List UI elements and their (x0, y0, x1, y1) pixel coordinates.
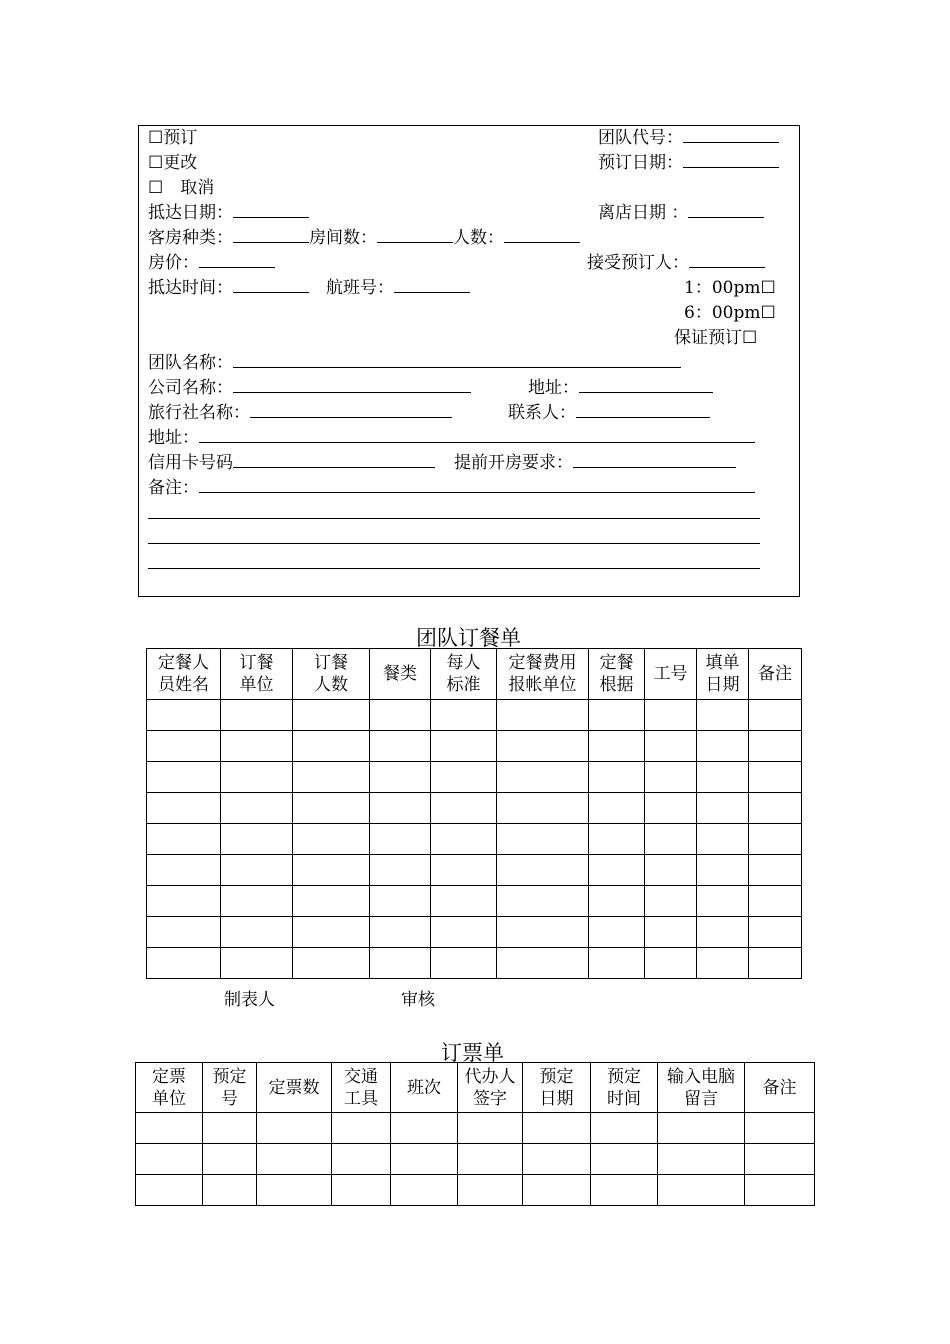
remarks-line[interactable] (148, 543, 760, 544)
group-code-label: 团队代号： (598, 128, 683, 148)
table-cell[interactable] (697, 793, 749, 824)
table-cell[interactable] (370, 731, 431, 762)
table-cell[interactable] (697, 762, 749, 793)
table-row (136, 1175, 815, 1206)
column-header: 预定 号 (203, 1063, 257, 1113)
table-cell[interactable] (497, 886, 589, 917)
table-cell[interactable] (749, 700, 802, 731)
table-cell[interactable] (136, 1175, 203, 1206)
meal-order-title: 团队订餐单 (416, 626, 521, 650)
table-cell[interactable] (370, 886, 431, 917)
group-name-label: 团队名称： (148, 353, 233, 373)
table-cell[interactable] (293, 948, 370, 979)
table-cell[interactable] (293, 855, 370, 886)
table-cell[interactable] (523, 1175, 591, 1206)
table-cell[interactable] (658, 1175, 745, 1206)
guest-count-label: 人数： (453, 228, 504, 248)
address2-field[interactable] (199, 428, 755, 443)
table-cell[interactable] (431, 700, 497, 731)
table-cell[interactable] (136, 1144, 203, 1175)
table-cell[interactable] (293, 917, 370, 948)
remarks-line[interactable] (148, 518, 760, 519)
time-1pm-checkbox[interactable]: 1：00pm☐ (684, 278, 776, 298)
contact-label: 联系人： (508, 403, 576, 423)
arrival-time-label: 抵达时间： (148, 278, 233, 298)
meal-order-table (146, 648, 802, 979)
table-cell[interactable] (697, 886, 749, 917)
column-header: 定餐人 员姓名 (147, 649, 221, 700)
table-cell[interactable] (136, 1113, 203, 1144)
table-cell[interactable] (370, 855, 431, 886)
table-cell[interactable] (293, 793, 370, 824)
table-row (147, 917, 802, 948)
early-checkin-field[interactable] (573, 453, 736, 468)
table-cell[interactable] (589, 762, 645, 793)
table-cell[interactable] (221, 762, 293, 793)
table-cell[interactable] (697, 731, 749, 762)
room-rate-field[interactable] (199, 253, 275, 268)
table-cell[interactable] (589, 700, 645, 731)
receiver-label: 接受预订人： (587, 253, 689, 273)
checkbox-reserve[interactable]: ☐预订 (148, 128, 198, 148)
group-code-field[interactable] (683, 128, 779, 143)
flight-no-label: 航班号： (326, 278, 394, 298)
table-cell[interactable] (370, 948, 431, 979)
company-name-label: 公司名称： (148, 378, 233, 398)
table-cell[interactable] (749, 793, 802, 824)
table-cell[interactable] (293, 824, 370, 855)
table-cell[interactable] (589, 793, 645, 824)
table-cell[interactable] (257, 1175, 332, 1206)
table-cell[interactable] (147, 700, 221, 731)
table-cell[interactable] (221, 700, 293, 731)
table-cell[interactable] (431, 762, 497, 793)
table-row (147, 700, 802, 731)
table-cell[interactable] (645, 824, 697, 855)
column-header: 定餐 根据 (589, 649, 645, 700)
table-cell[interactable] (370, 793, 431, 824)
table-cell[interactable] (697, 824, 749, 855)
table-row (136, 1144, 815, 1175)
address2-label: 地址： (148, 428, 199, 448)
table-cell[interactable] (221, 917, 293, 948)
table-row (147, 762, 802, 793)
column-header: 代办人 签字 (458, 1063, 523, 1113)
column-header: 交通 工具 (332, 1063, 391, 1113)
table-cell[interactable] (431, 731, 497, 762)
table-cell[interactable] (645, 731, 697, 762)
company-name-field[interactable] (233, 378, 471, 393)
room-count-label: 房间数： (309, 228, 377, 248)
table-cell[interactable] (431, 948, 497, 979)
table-cell[interactable] (332, 1113, 391, 1144)
depart-date-label: 离店日期 ： (598, 203, 689, 223)
table-cell[interactable] (458, 1144, 523, 1175)
table-row (136, 1113, 815, 1144)
table-cell[interactable] (221, 793, 293, 824)
contact-field[interactable] (576, 403, 710, 418)
table-cell[interactable] (293, 731, 370, 762)
table-maker-label: 制表人 (224, 990, 275, 1010)
table-cell[interactable] (697, 855, 749, 886)
table-cell[interactable] (147, 886, 221, 917)
checkbox-cancel[interactable]: ☐ 取消 (148, 178, 215, 198)
column-header: 班次 (391, 1063, 458, 1113)
table-cell[interactable] (221, 886, 293, 917)
room-type-field[interactable] (233, 228, 309, 243)
table-cell[interactable] (203, 1175, 257, 1206)
table-cell[interactable] (645, 917, 697, 948)
table-cell[interactable] (431, 886, 497, 917)
ticket-order-table (135, 1062, 815, 1206)
column-header: 餐类 (370, 649, 431, 700)
agency-name-field[interactable] (250, 403, 452, 418)
table-cell[interactable] (697, 700, 749, 731)
table-cell[interactable] (391, 1175, 458, 1206)
arrival-date-field[interactable] (233, 203, 309, 218)
table-cell[interactable] (147, 731, 221, 762)
table-cell[interactable] (497, 731, 589, 762)
column-header: 订餐 单位 (221, 649, 293, 700)
table-cell[interactable] (591, 1144, 658, 1175)
column-header: 备注 (749, 649, 802, 700)
column-header: 填单 日期 (697, 649, 749, 700)
table-cell[interactable] (749, 886, 802, 917)
table-row (147, 824, 802, 855)
table-cell[interactable] (147, 793, 221, 824)
table-cell[interactable] (147, 948, 221, 979)
table-cell[interactable] (658, 1113, 745, 1144)
table-cell[interactable] (645, 948, 697, 979)
table-cell[interactable] (645, 793, 697, 824)
table-cell[interactable] (497, 824, 589, 855)
table-cell[interactable] (257, 1144, 332, 1175)
table-cell[interactable] (431, 793, 497, 824)
column-header: 工号 (645, 649, 697, 700)
table-cell[interactable] (370, 700, 431, 731)
table-cell[interactable] (697, 948, 749, 979)
table-cell[interactable] (749, 824, 802, 855)
table-cell[interactable] (745, 1113, 815, 1144)
table-cell[interactable] (523, 1144, 591, 1175)
column-header: 定餐费用 报帐单位 (497, 649, 589, 700)
remarks-label: 备注： (148, 478, 199, 498)
remarks-line[interactable] (148, 568, 760, 569)
ticket-order-title: 订票单 (441, 1041, 504, 1065)
checkbox-change[interactable]: ☐更改 (148, 153, 198, 173)
table-cell[interactable] (221, 731, 293, 762)
table-cell[interactable] (658, 1144, 745, 1175)
column-header: 预定 日期 (523, 1063, 591, 1113)
column-header: 输入电脑 留言 (658, 1063, 745, 1113)
remarks-field[interactable] (199, 478, 755, 493)
room-type-label: 客房种类： (148, 228, 233, 248)
table-cell[interactable] (645, 700, 697, 731)
table-cell[interactable] (591, 1175, 658, 1206)
reviewer-label: 审核 (401, 990, 435, 1010)
table-cell[interactable] (431, 917, 497, 948)
table-cell[interactable] (745, 1175, 815, 1206)
table-cell[interactable] (589, 948, 645, 979)
group-name-field[interactable] (233, 353, 681, 368)
table-cell[interactable] (221, 855, 293, 886)
table-cell[interactable] (370, 762, 431, 793)
table-cell[interactable] (645, 762, 697, 793)
table-cell[interactable] (293, 886, 370, 917)
table-cell[interactable] (497, 762, 589, 793)
room-count-field[interactable] (377, 228, 453, 243)
table-cell[interactable] (589, 917, 645, 948)
guaranteed-checkbox[interactable]: 保证预订☐ (674, 328, 758, 348)
time-6pm-checkbox[interactable]: 6：00pm☐ (684, 303, 776, 323)
column-header: 每人 标准 (431, 649, 497, 700)
table-row (147, 948, 802, 979)
table-cell[interactable] (431, 855, 497, 886)
table-cell[interactable] (749, 762, 802, 793)
table-cell[interactable] (589, 731, 645, 762)
room-rate-label: 房价： (148, 253, 199, 273)
table-cell[interactable] (697, 917, 749, 948)
table-cell[interactable] (523, 1113, 591, 1144)
table-cell[interactable] (203, 1113, 257, 1144)
table-cell[interactable] (332, 1144, 391, 1175)
table-cell[interactable] (391, 1144, 458, 1175)
table-cell[interactable] (147, 917, 221, 948)
table-cell[interactable] (749, 731, 802, 762)
arrival-date-label: 抵达日期： (148, 203, 233, 223)
table-cell[interactable] (745, 1144, 815, 1175)
table-row (147, 731, 802, 762)
table-cell[interactable] (332, 1175, 391, 1206)
table-cell[interactable] (391, 1113, 458, 1144)
table-row (147, 793, 802, 824)
table-cell[interactable] (591, 1113, 658, 1144)
address-label: 地址： (528, 378, 579, 398)
table-cell[interactable] (645, 886, 697, 917)
table-cell[interactable] (293, 700, 370, 731)
table-cell[interactable] (497, 793, 589, 824)
table-cell[interactable] (497, 948, 589, 979)
table-row (147, 886, 802, 917)
table-cell[interactable] (497, 855, 589, 886)
guest-count-field[interactable] (504, 228, 580, 243)
column-header: 备注 (745, 1063, 815, 1113)
table-row (147, 855, 802, 886)
table-cell[interactable] (749, 855, 802, 886)
column-header: 订餐 人数 (293, 649, 370, 700)
table-cell[interactable] (431, 824, 497, 855)
credit-card-field[interactable] (233, 453, 435, 468)
table-cell[interactable] (497, 700, 589, 731)
table-cell[interactable] (147, 824, 221, 855)
table-cell[interactable] (370, 917, 431, 948)
book-date-field[interactable] (683, 153, 779, 168)
table-cell[interactable] (589, 824, 645, 855)
table-header-row (136, 1063, 815, 1113)
column-header: 定票数 (257, 1063, 332, 1113)
table-cell[interactable] (221, 948, 293, 979)
address-field[interactable] (579, 378, 713, 393)
table-cell[interactable] (147, 762, 221, 793)
credit-card-label: 信用卡号码 (148, 453, 233, 473)
table-cell[interactable] (497, 917, 589, 948)
table-cell[interactable] (221, 824, 293, 855)
agency-name-label: 旅行社名称： (148, 403, 250, 423)
depart-date-field[interactable] (688, 203, 764, 218)
receiver-field[interactable] (689, 253, 765, 268)
table-cell[interactable] (589, 886, 645, 917)
table-cell[interactable] (749, 948, 802, 979)
column-header: 预定 时间 (591, 1063, 658, 1113)
table-cell[interactable] (257, 1113, 332, 1144)
table-cell[interactable] (458, 1113, 523, 1144)
table-cell[interactable] (589, 855, 645, 886)
table-cell[interactable] (458, 1175, 523, 1206)
early-checkin-label: 提前开房要求： (454, 453, 573, 473)
arrival-time-field[interactable] (233, 278, 309, 293)
table-cell[interactable] (645, 855, 697, 886)
table-header-row (147, 649, 802, 700)
table-cell[interactable] (370, 824, 431, 855)
table-cell[interactable] (147, 855, 221, 886)
table-cell[interactable] (203, 1144, 257, 1175)
table-cell[interactable] (749, 917, 802, 948)
flight-no-field[interactable] (394, 278, 470, 293)
book-date-label: 预订日期： (598, 153, 683, 173)
table-cell[interactable] (293, 762, 370, 793)
column-header: 定票 单位 (136, 1063, 203, 1113)
